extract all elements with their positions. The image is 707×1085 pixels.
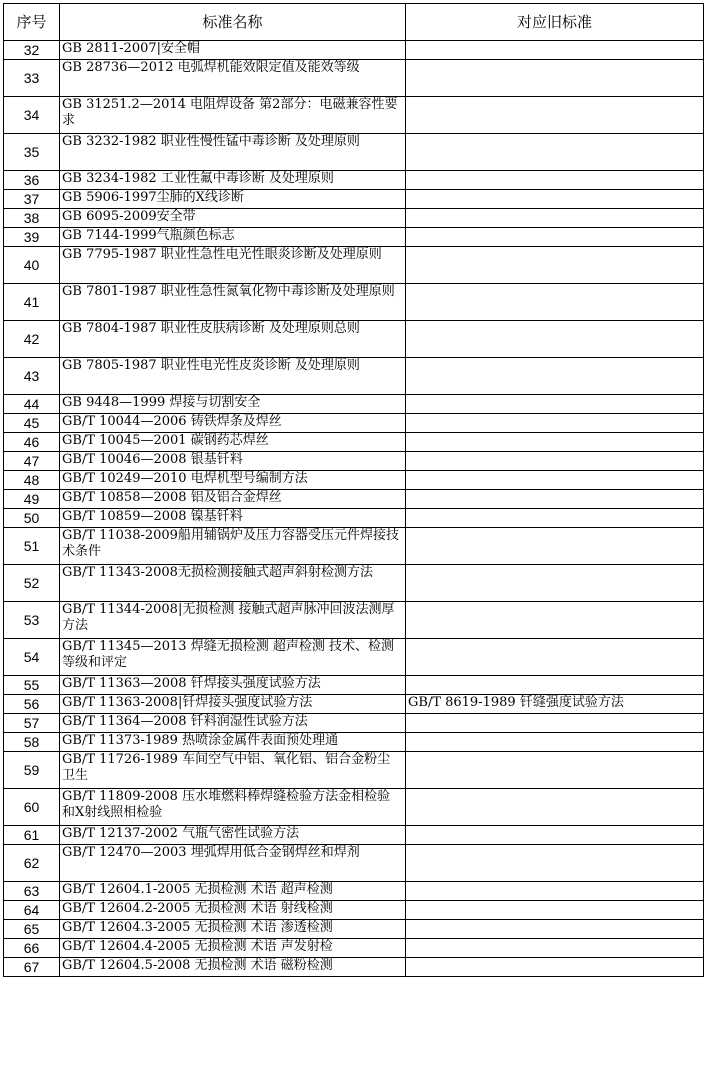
row-number: 53 <box>4 602 60 639</box>
old-standard <box>406 714 704 733</box>
standard-name: GB 3232-1982 职业性慢性锰中毒诊断 及处理原则 <box>60 134 406 171</box>
row-number: 56 <box>4 695 60 714</box>
standard-name: GB 28736—2012 电弧焊机能效限定值及能效等级 <box>60 60 406 97</box>
old-standard <box>406 395 704 414</box>
row-number: 47 <box>4 452 60 471</box>
old-standard <box>406 639 704 676</box>
row-number: 54 <box>4 639 60 676</box>
old-standard <box>406 414 704 433</box>
old-standard <box>406 209 704 228</box>
table-row <box>4 228 704 247</box>
table-row <box>4 171 704 190</box>
old-standard <box>406 358 704 395</box>
standard-name: GB/T 11363-2008|钎焊接头强度试验方法 <box>60 695 406 714</box>
old-standard <box>406 452 704 471</box>
table-row <box>4 452 704 471</box>
standard-name: GB 2811-2007|安全帽 <box>60 41 406 60</box>
row-number: 39 <box>4 228 60 247</box>
row-number: 61 <box>4 826 60 845</box>
row-number: 36 <box>4 171 60 190</box>
old-standard <box>406 958 704 977</box>
table-row <box>4 414 704 433</box>
standard-name: GB/T 10858—2008 铝及铝合金焊丝 <box>60 490 406 509</box>
standard-name: GB/T 11726-1989 车间空气中铝、氧化铝、铝合金粉尘卫生 <box>60 752 406 789</box>
old-standard <box>406 733 704 752</box>
row-number: 67 <box>4 958 60 977</box>
table-row <box>4 247 704 284</box>
table-row <box>4 602 704 639</box>
standard-name: GB/T 11809-2008 压水堆燃料棒焊缝检验方法金相检验和X射线照相检验 <box>60 789 406 826</box>
table-row <box>4 826 704 845</box>
row-number: 38 <box>4 209 60 228</box>
old-standard: GB/T 8619-1989 钎缝强度试验方法 <box>406 695 704 714</box>
standard-name: GB 7144-1999气瓶颜色标志 <box>60 228 406 247</box>
old-standard <box>406 171 704 190</box>
table-row <box>4 41 704 60</box>
table-row <box>4 60 704 97</box>
row-number: 42 <box>4 321 60 358</box>
old-standard <box>406 845 704 882</box>
standard-name: GB 31251.2—2014 电阻焊设备 第2部分：电磁兼容性要求 <box>60 97 406 134</box>
table-row <box>4 789 704 826</box>
standard-name: GB 7804-1987 职业性皮肤病诊断 及处理原则总则 <box>60 321 406 358</box>
standard-name: GB 7801-1987 职业性急性氮氧化物中毒诊断及处理原则 <box>60 284 406 321</box>
row-number: 40 <box>4 247 60 284</box>
standard-name: GB/T 11038-2009船用辅锅炉及压力容器受压元件焊接技术条件 <box>60 528 406 565</box>
table-row <box>4 882 704 901</box>
old-standard <box>406 228 704 247</box>
standard-name: GB 7795-1987 职业性急性电光性眼炎诊断及处理原则 <box>60 247 406 284</box>
table-row <box>4 284 704 321</box>
standard-name: GB/T 11363—2008 钎焊接头强度试验方法 <box>60 676 406 695</box>
old-standard <box>406 882 704 901</box>
table-row <box>4 845 704 882</box>
old-standard <box>406 901 704 920</box>
row-number: 48 <box>4 471 60 490</box>
standard-name: GB/T 10044—2006 铸铁焊条及焊丝 <box>60 414 406 433</box>
row-number: 44 <box>4 395 60 414</box>
old-standard <box>406 190 704 209</box>
row-number: 59 <box>4 752 60 789</box>
row-number: 32 <box>4 41 60 60</box>
old-standard <box>406 471 704 490</box>
row-number: 45 <box>4 414 60 433</box>
old-standard <box>406 490 704 509</box>
table-row <box>4 920 704 939</box>
standard-name: GB 5906-1997尘肺的X线诊断 <box>60 190 406 209</box>
standard-name: GB/T 10249—2010 电焊机型号编制方法 <box>60 471 406 490</box>
old-standard <box>406 321 704 358</box>
table-row <box>4 901 704 920</box>
old-standard <box>406 826 704 845</box>
standard-name: GB/T 12604.3-2005 无损检测 术语 渗透检测 <box>60 920 406 939</box>
standard-name: GB/T 10046—2008 银基钎料 <box>60 452 406 471</box>
header-row <box>4 4 704 41</box>
old-standard <box>406 528 704 565</box>
standard-name: GB/T 12604.5-2008 无损检测 术语 磁粉检测 <box>60 958 406 977</box>
old-standard <box>406 97 704 134</box>
row-number: 66 <box>4 939 60 958</box>
row-number: 43 <box>4 358 60 395</box>
standard-name: GB/T 12604.2-2005 无损检测 术语 射线检测 <box>60 901 406 920</box>
table-row <box>4 714 704 733</box>
row-number: 49 <box>4 490 60 509</box>
old-standard <box>406 433 704 452</box>
standard-name: GB/T 12604.1-2005 无损检测 术语 超声检测 <box>60 882 406 901</box>
standard-name: GB/T 11344-2008|无损检测 接触式超声脉冲回波法测厚方法 <box>60 602 406 639</box>
standard-name: GB/T 11345—2013 焊缝无损检测 超声检测 技术、检测 等级和评定 <box>60 639 406 676</box>
old-standard <box>406 247 704 284</box>
old-standard <box>406 284 704 321</box>
row-number: 34 <box>4 97 60 134</box>
standard-name: GB/T 10859—2008 镍基钎料 <box>60 509 406 528</box>
old-standard <box>406 565 704 602</box>
table-row <box>4 939 704 958</box>
standard-name: GB 6095-2009安全带 <box>60 209 406 228</box>
table-row <box>4 433 704 452</box>
table-row <box>4 752 704 789</box>
standard-name: GB 9448—1999 焊接与切割安全 <box>60 395 406 414</box>
table-row <box>4 676 704 695</box>
row-number: 58 <box>4 733 60 752</box>
old-standard <box>406 939 704 958</box>
standards-table <box>3 3 704 977</box>
table-row <box>4 97 704 134</box>
row-number: 50 <box>4 509 60 528</box>
table-row <box>4 490 704 509</box>
standard-name: GB/T 12137-2002 气瓶气密性试验方法 <box>60 826 406 845</box>
standard-name: GB/T 10045—2001 碳钢药芯焊丝 <box>60 433 406 452</box>
row-number: 64 <box>4 901 60 920</box>
row-number: 57 <box>4 714 60 733</box>
standard-name: GB/T 12470—2003 埋弧焊用低合金钢焊丝和焊剂 <box>60 845 406 882</box>
row-number: 46 <box>4 433 60 452</box>
table-row <box>4 695 704 714</box>
old-standard <box>406 509 704 528</box>
table-row <box>4 733 704 752</box>
table-row <box>4 509 704 528</box>
old-standard <box>406 676 704 695</box>
row-number: 37 <box>4 190 60 209</box>
table-row <box>4 321 704 358</box>
old-standard <box>406 920 704 939</box>
old-standard <box>406 134 704 171</box>
row-number: 35 <box>4 134 60 171</box>
header-no: 序号 <box>4 4 60 41</box>
standard-name: GB 7805-1987 职业性电光性皮炎诊断 及处理原则 <box>60 358 406 395</box>
table-row <box>4 190 704 209</box>
table-row <box>4 528 704 565</box>
header-name: 标准名称 <box>60 4 406 41</box>
table-row <box>4 358 704 395</box>
old-standard <box>406 602 704 639</box>
row-number: 52 <box>4 565 60 602</box>
row-number: 33 <box>4 60 60 97</box>
row-number: 62 <box>4 845 60 882</box>
table-row <box>4 134 704 171</box>
row-number: 55 <box>4 676 60 695</box>
standard-name: GB/T 12604.4-2005 无损检测 术语 声发射检 <box>60 939 406 958</box>
row-number: 60 <box>4 789 60 826</box>
table-row <box>4 395 704 414</box>
standard-name: GB 3234-1982 工业性氟中毒诊断 及处理原则 <box>60 171 406 190</box>
old-standard <box>406 60 704 97</box>
row-number: 65 <box>4 920 60 939</box>
row-number: 51 <box>4 528 60 565</box>
table-body <box>4 41 704 977</box>
table-row <box>4 639 704 676</box>
table-row <box>4 565 704 602</box>
standard-name: GB/T 11343-2008无损检测接触式超声斜射检测方法 <box>60 565 406 602</box>
old-standard <box>406 752 704 789</box>
table-row <box>4 471 704 490</box>
standard-name: GB/T 11364—2008 钎料润湿性试验方法 <box>60 714 406 733</box>
standard-name: GB/T 11373-1989 热喷涂金属件表面预处理通 <box>60 733 406 752</box>
row-number: 63 <box>4 882 60 901</box>
table-row <box>4 209 704 228</box>
header-old: 对应旧标准 <box>406 4 704 41</box>
old-standard <box>406 789 704 826</box>
old-standard <box>406 41 704 60</box>
row-number: 41 <box>4 284 60 321</box>
table-row <box>4 958 704 977</box>
